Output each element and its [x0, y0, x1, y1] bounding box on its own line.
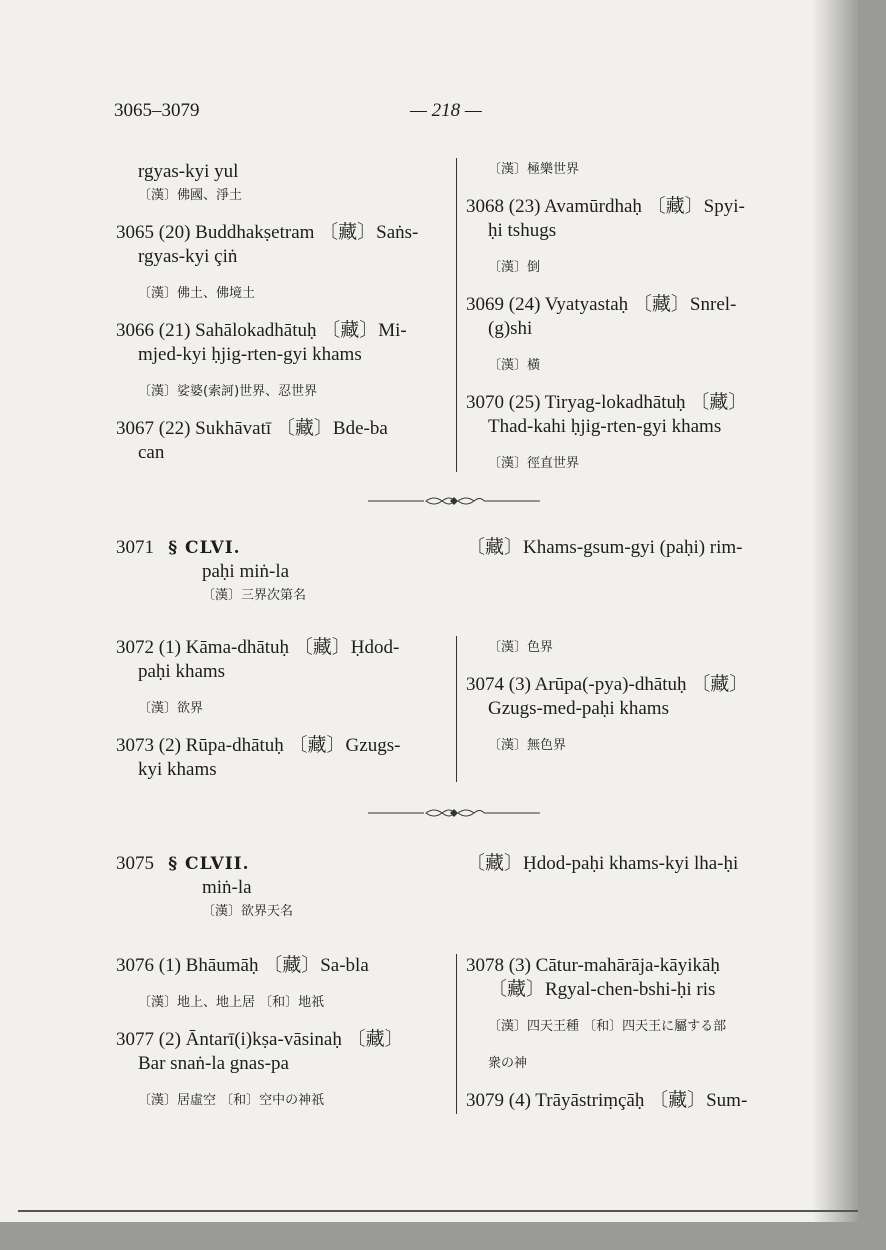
entry-line: 3070 (25) Tiryag-lokadhātuḥ 〔藏〕 [466, 392, 748, 413]
column-divider [456, 636, 457, 782]
chinese-equivalent: 〔漢〕地上、地上居 〔和〕地祇 [138, 995, 325, 1010]
section-chinese: 〔漢〕欲界天名 [202, 904, 294, 919]
glossary-entry [466, 195, 796, 243]
entry-continuation: rgyas-kyi çiṅ [138, 246, 238, 267]
section-heading [116, 536, 450, 560]
entry-continuation: (g)shi [488, 318, 533, 339]
entry-continuation: paḥi khams [138, 661, 226, 682]
chinese-equivalent: 〔漢〕色界 [488, 640, 554, 655]
entry-line: 3079 (4) Trāyāstriṃçāḥ 〔藏〕Sum- [466, 1090, 748, 1111]
section-ornament [368, 806, 540, 820]
chinese-equivalent: 〔漢〕橫 [488, 358, 541, 373]
entry-line: 3067 (22) Sukhāvatī 〔藏〕Bde-ba [116, 418, 388, 439]
section-157-tibetan [466, 852, 796, 876]
section-tibetan: 〔藏〕Khams-gsum-gyi (paḥi) rim- [466, 537, 743, 558]
block3-right-column [466, 954, 796, 1126]
entry-line: 3065 (20) Buddhakṣetram 〔藏〕Saṅs- [116, 222, 419, 243]
section-tibetan-cont: paḥi miṅ-la [202, 561, 290, 582]
entry-continuation: Bar snaṅ-la gnas-pa [138, 1053, 289, 1074]
glossary-entry [116, 636, 450, 684]
section-tibetan-cont: miṅ-la [202, 877, 252, 898]
entry-continuation: mjed-kyi ḥjig-rten-gyi khams [138, 344, 362, 365]
chinese-equivalent: 〔漢〕極樂世界 [488, 162, 580, 177]
block1-right-column [466, 158, 796, 489]
entry-continuation: kyi khams [138, 759, 217, 780]
column-divider [456, 954, 457, 1114]
glossary-entry [116, 221, 450, 269]
entry-continuation: Gzugs-med-paḥi khams [488, 698, 669, 719]
entry-line: 3073 (2) Rūpa-dhātuḥ 〔藏〕Gzugs- [116, 735, 401, 756]
entry-line: 3066 (21) Sahālokadhātuḥ 〔藏〕Mi- [116, 320, 407, 341]
section-156-tibetan [466, 536, 796, 560]
entry-continuation: rgyas-kyi yul [138, 161, 239, 182]
chinese-equivalent: 〔漢〕無色界 [488, 738, 567, 753]
entry-range: 3065–3079 [114, 100, 200, 121]
chinese-equivalent: 〔漢〕居虛空 〔和〕空中の神祇 [138, 1093, 325, 1108]
section-tibetan: 〔藏〕Ḥdod-paḥi khams-kyi lha-ḥi [466, 853, 739, 874]
block1-left-column [116, 160, 450, 478]
page-edge-shadow [812, 0, 858, 1222]
section-157 [116, 852, 450, 937]
chinese-equivalent: 〔漢〕徑直世界 [488, 456, 580, 471]
entry-continuation: ḥi tshugs [488, 220, 557, 241]
glossary-entry [116, 954, 450, 978]
entry-line: 3068 (23) Avamūrdhaḥ 〔藏〕Spyi- [466, 196, 745, 217]
section-title: § CLVI. [168, 538, 241, 558]
glossary-entry [116, 319, 450, 367]
glossary-entry [466, 391, 796, 439]
section-156 [116, 536, 450, 621]
section-number: 3075 [116, 853, 154, 874]
entry-line: 3078 (3) Cātur-mahārāja-kāyikāḥ [466, 955, 720, 976]
entry-line: 3072 (1) Kāma-dhātuḥ 〔藏〕Ḥdod- [116, 637, 400, 658]
glossary-entry [116, 1028, 450, 1076]
block3-left-column [116, 954, 450, 1126]
chinese-equivalent: 〔漢〕倒 [488, 260, 541, 275]
chinese-equivalent: 〔漢〕娑婆(索訶)世界、忍世界 [138, 384, 318, 399]
section-number: 3071 [116, 537, 154, 558]
entry-line: 3077 (2) Āntarī(i)kṣa-vāsinaḥ 〔藏〕 [116, 1029, 404, 1050]
glossary-entry [466, 1089, 796, 1113]
entry-continuation: 〔藏〕Rgyal-chen-bshi-ḥi ris [488, 979, 716, 1000]
chinese-equivalent: 〔漢〕佛土、佛境土 [138, 286, 256, 301]
page-bottom-line [18, 1210, 858, 1212]
chinese-equivalent: 〔漢〕欲界 [138, 701, 204, 716]
block2-left-column [116, 636, 450, 795]
chinese-equivalent: 衆の神 [488, 1056, 528, 1071]
chinese-equivalent: 〔漢〕四天王種 〔和〕四天王に屬する部 [488, 1019, 727, 1034]
glossary-entry [466, 954, 796, 1002]
glossary-entry [116, 417, 450, 465]
entry-line: 3069 (24) Vyatyastaḥ 〔藏〕Snrel- [466, 294, 737, 315]
section-title: § CLVII. [168, 854, 250, 874]
entry-line: 3074 (3) Arūpa(-pya)-dhātuḥ 〔藏〕 [466, 674, 749, 695]
entry-line: 3076 (1) Bhāumāḥ 〔藏〕Sa-bla [116, 955, 369, 976]
entry-continuation: can [138, 442, 165, 463]
page-number: — 218 — [410, 100, 482, 121]
entry-continuation: Thad-kahi ḥjig-rten-gyi khams [488, 416, 722, 437]
glossary-entry [466, 293, 796, 341]
glossary-entry [466, 673, 796, 721]
glossary-entry [116, 734, 450, 782]
chinese-equivalent: 〔漢〕佛國、淨土 [138, 188, 243, 203]
section-heading [116, 852, 450, 876]
column-divider [456, 158, 457, 472]
section-chinese: 〔漢〕三界次第名 [202, 588, 307, 603]
section-ornament [368, 494, 540, 508]
block2-right-column [466, 636, 796, 771]
